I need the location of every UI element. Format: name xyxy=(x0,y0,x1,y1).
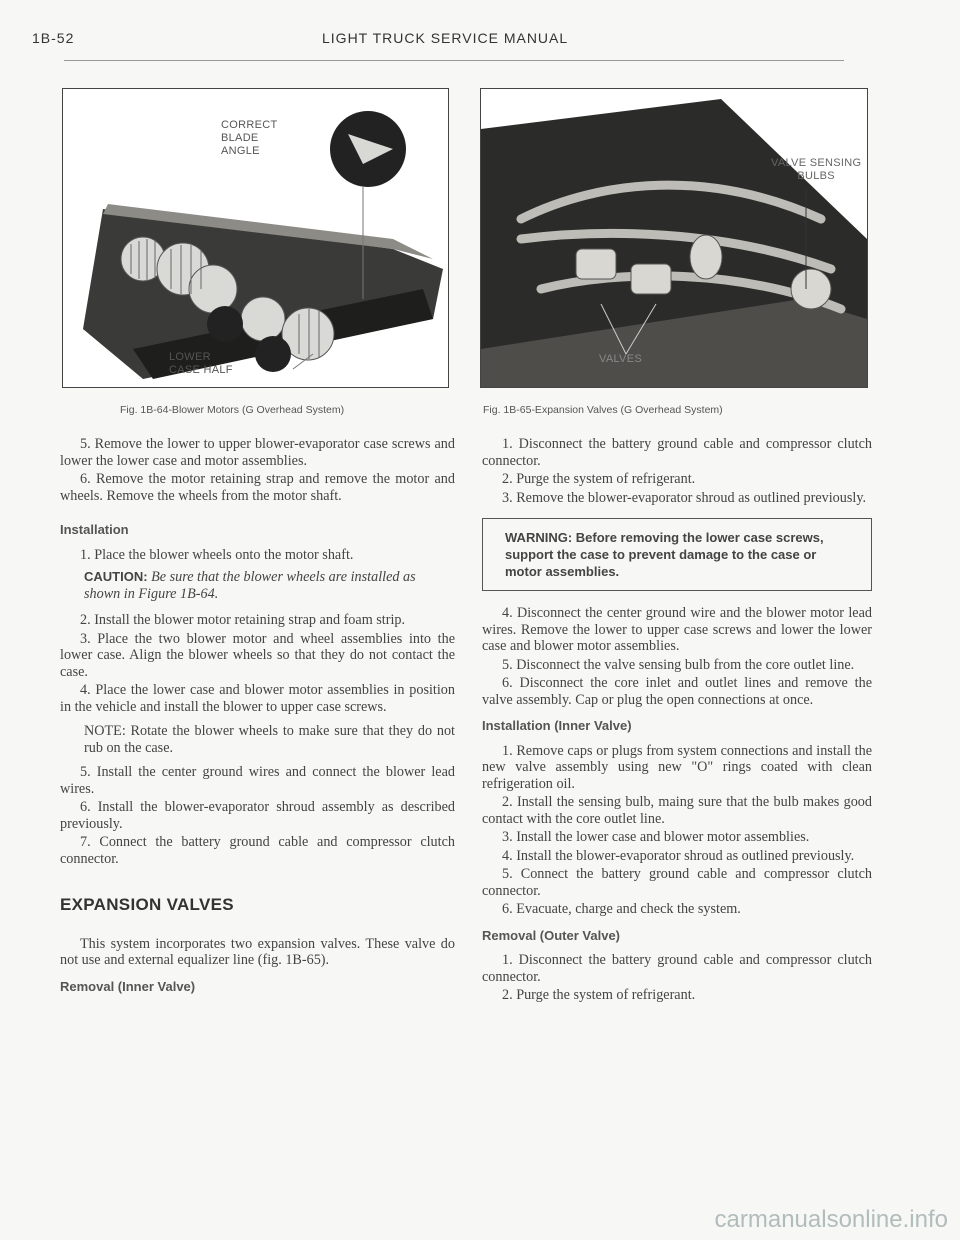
subheading-installation-inner: Installation (Inner Valve) xyxy=(482,718,632,733)
paragraph: 3. Place the two blower motor and wheel assemblies into the lower case. Align the blower wheels so that they do not contact the case. xyxy=(60,630,455,680)
label-line: BULBS xyxy=(797,170,835,182)
watermark: carmanualsonline.info xyxy=(714,1206,948,1233)
paragraph: 6. Install the blower-evaporator shroud assembly as described previously. xyxy=(60,799,455,832)
paragraph: 5. Remove the lower to upper blower-evaporator case screws and lower the lower case and motor assemblies. xyxy=(60,436,455,469)
figure-caption: Fig. 1B-65-Expansion Valves (G Overhead System) xyxy=(483,404,723,416)
label-line: CASE HALF xyxy=(169,364,233,376)
figure-caption: Fig. 1B-64-Blower Motors (G Overhead System) xyxy=(120,404,345,416)
header-rule xyxy=(64,60,844,61)
label-line: BLADE xyxy=(221,132,259,144)
figure-expansion-valves xyxy=(480,88,868,388)
paragraph: 3. Install the lower case and blower motor assemblies. xyxy=(502,829,810,845)
figure-blower-motors xyxy=(62,88,449,388)
label-correct-blade-angle xyxy=(221,119,278,158)
expansion-valves-photo xyxy=(481,89,867,387)
label-line: ANGLE xyxy=(221,145,260,157)
subheading-installation: Installation xyxy=(60,522,129,537)
paragraph: 5. Connect the battery ground cable and compressor clutch connector. xyxy=(482,866,872,899)
paragraph: 7. Connect the battery ground cable and compressor clutch connector. xyxy=(60,834,455,867)
label-line: CORRECT xyxy=(221,119,278,131)
label-valve-sensing-bulbs xyxy=(771,157,861,183)
paragraph: 4. Install the blower-evaporator shroud as outlined previously. xyxy=(502,847,855,864)
label-lower-case-half xyxy=(169,351,233,377)
paragraph: 3. Remove the blower-evaporator shroud as outlined previously. xyxy=(502,489,867,506)
paragraph: 5. Disconnect the valve sensing bulb from the core outlet line. xyxy=(502,656,855,673)
paragraph: 4. Place the lower case and blower motor assemblies in position in the vehicle and install the blower to upper case screws. xyxy=(60,682,455,715)
caution-label: CAUTION: xyxy=(84,569,148,584)
paragraph: 1. Disconnect the battery ground cable and compressor clutch connector. xyxy=(482,436,872,469)
paragraph: 2. Purge the system of refrigerant. xyxy=(502,987,696,1003)
paragraph: 2. Install the blower motor retaining strap and foam strip. xyxy=(80,612,406,628)
page-header xyxy=(32,30,852,56)
page-number: 1B-52 xyxy=(32,30,75,46)
paragraph: This system incorporates two expansion valves. These valve do not use and external equalizer line (fig. 1B-65). xyxy=(60,935,455,968)
note: NOTE: Rotate the blower wheels to make sure that they do not rub on the case. xyxy=(84,723,455,756)
warning-box: WARNING: Before removing the lower case screws, support the case to prevent damage to the case or motor assemblies. xyxy=(482,518,872,591)
paragraph: 5. Install the center ground wires and connect the blower lead wires. xyxy=(60,764,455,797)
section-heading-expansion-valves: EXPANSION VALVES xyxy=(60,895,234,914)
label-line: LOWER xyxy=(169,351,211,363)
subheading-removal-outer: Removal (Outer Valve) xyxy=(482,927,620,943)
right-column xyxy=(482,436,872,1006)
paragraph: 1. Place the blower wheels onto the motor shaft. xyxy=(80,546,354,563)
paragraph: 1. Disconnect the battery ground cable and compressor clutch connector. xyxy=(482,952,872,985)
paragraph: 6. Disconnect the core inlet and outlet lines and remove the valve assembly. Cap or plug the open connections at once. xyxy=(482,675,872,708)
label-valves: VALVES xyxy=(599,353,642,365)
paragraph: 2. Purge the system of refrigerant. xyxy=(502,471,696,487)
caution-text: Be sure that the blower wheels are installed as shown in Figure 1B-64. xyxy=(84,569,416,602)
paragraph: 4. Disconnect the center ground wire and the blower motor lead wires. Remove the lower to upper case screws and lower the lower case and blower motor assemblies. xyxy=(482,605,872,654)
label-line: VALVE SENSING xyxy=(771,157,862,169)
paragraph: 6. Remove the motor retaining strap and remove the motor and wheels. Remove the wheels from the motor shaft. xyxy=(60,471,455,504)
paragraph: 6. Evacuate, charge and check the system. xyxy=(502,901,741,917)
left-column xyxy=(60,436,455,1003)
paragraph: 1. Remove caps or plugs from system connections and install the new valve assembly using new "O" rings coated with clean refrigeration oil. xyxy=(482,742,872,792)
caution-note xyxy=(84,569,455,602)
paragraph: 2. Install the sensing bulb, maing sure that the bulb makes good contact with the core outlet line. xyxy=(482,794,872,827)
page-title: LIGHT TRUCK SERVICE MANUAL xyxy=(322,30,569,46)
subheading-removal-inner: Removal (Inner Valve) xyxy=(60,978,196,994)
